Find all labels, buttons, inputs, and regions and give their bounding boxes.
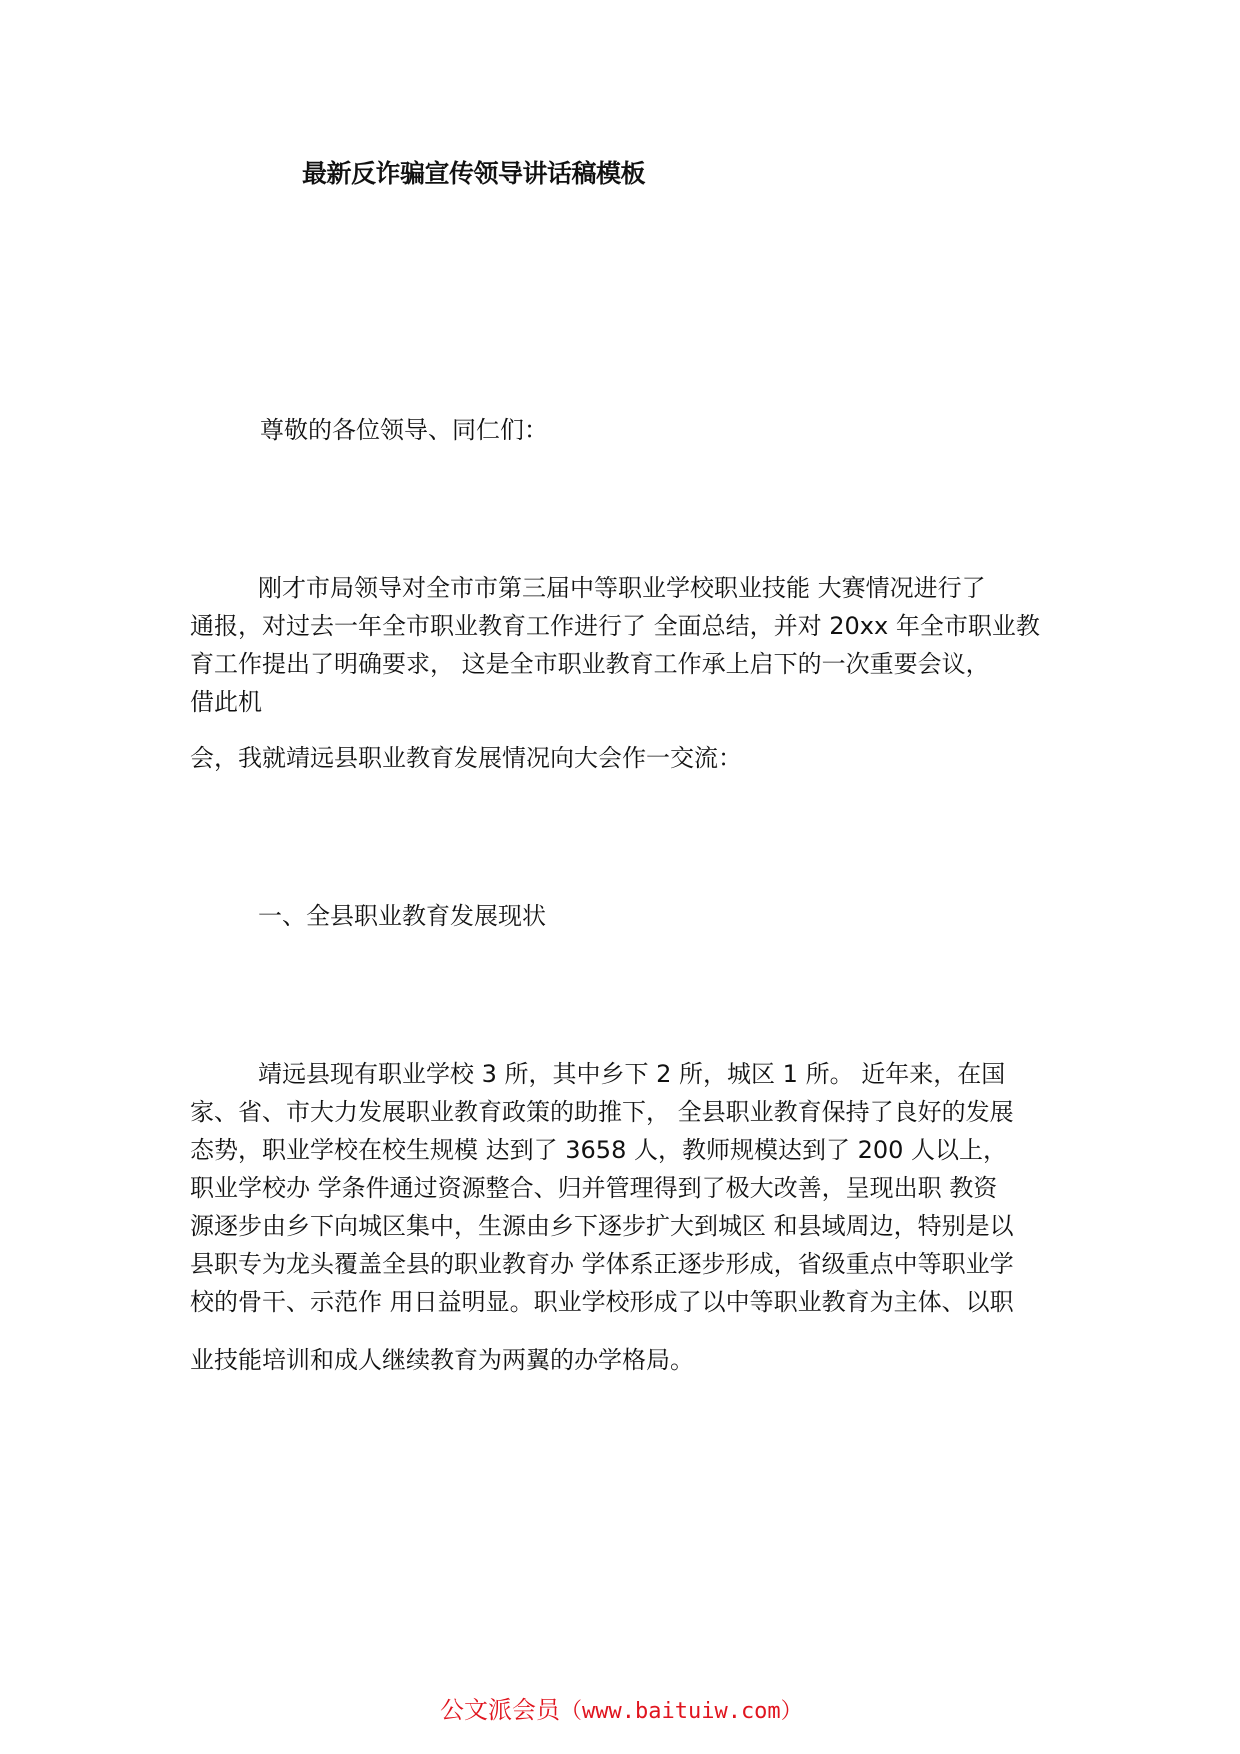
paragraph-line: 源逐步由乡下向城区集中，生源由乡下逐步扩大到城区 和县域周边，特别是以 — [190, 1212, 1014, 1240]
paragraph-line: 态势，职业学校在校生规模 达到了 3658 人，教师规模达到了 200 人以上， — [190, 1136, 1008, 1164]
paragraph-line: 靖远县现有职业学校 3 所，其中乡下 2 所，城区 1 所。 近年来，在国 — [258, 1060, 1006, 1088]
footer-watermark — [440, 1690, 803, 1725]
document-title: 最新反诈骗宣传领导讲话稿模板 — [302, 159, 646, 188]
paragraph-line: 家、省、市大力发展职业教育政策的助推下， 全县职业教育保持了良好的发展 — [190, 1098, 1014, 1126]
paragraph-line: 刚才市局领导对全市市第三届中等职业学校职业技能 大赛情况进行了 — [258, 574, 986, 602]
paragraph-line: 职业学校办 学条件通过资源整合、归并管理得到了极大改善，呈现出职 教资 — [190, 1174, 998, 1202]
paragraph-line: 通报，对过去一年全市职业教育工作进行了 全面总结，并对 20xx 年全市职业教 — [190, 612, 1040, 640]
salutation: 尊敬的各位领导、同仁们： — [260, 416, 548, 444]
footer-url[interactable]: （www.baituiw.com） — [560, 1699, 803, 1724]
footer-brand: 公文派会员 — [440, 1696, 560, 1724]
section-heading: 一、全县职业教育发展现状 — [258, 902, 546, 930]
paragraph-line: 借此机 — [190, 688, 262, 716]
paragraph-line: 校的骨干、示范作 用日益明显。职业学校形成了以中等职业教育为主体、以职 — [190, 1288, 1014, 1316]
paragraph-line: 县职专为龙头覆盖全县的职业教育办 学体系正逐步形成，省级重点中等职业学 — [190, 1250, 1014, 1278]
paragraph-line: 业技能培训和成人继续教育为两翼的办学格局。 — [190, 1346, 694, 1374]
paragraph-line: 会，我就靖远县职业教育发展情况向大会作一交流： — [190, 744, 742, 772]
paragraph-line: 育工作提出了明确要求， 这是全市职业教育工作承上启下的一次重要会议， — [190, 650, 990, 678]
